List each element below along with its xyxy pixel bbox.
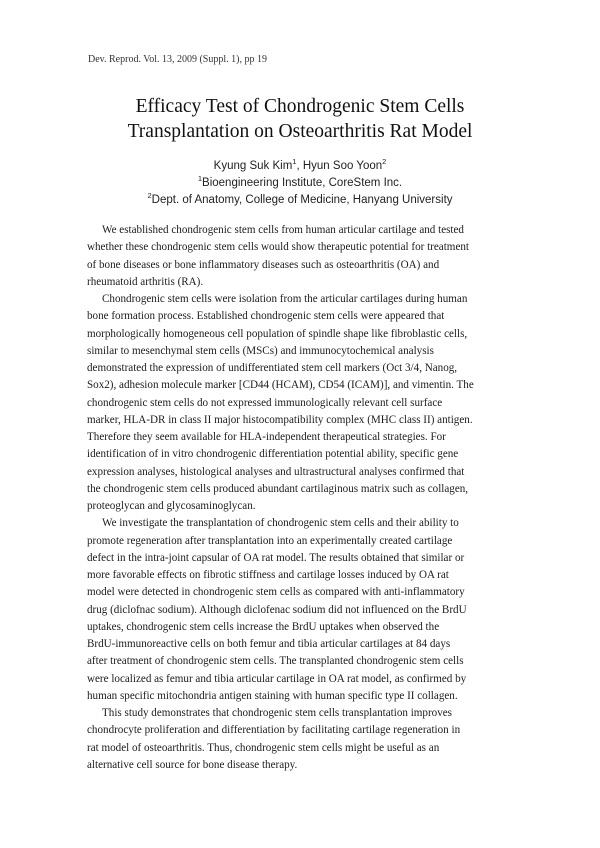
title-line-2: Transplantation on Osteoarthritis Rat Model [127,121,473,142]
abstract-paragraph-4: This study demonstrates that chondrogenic stem cells transplantation improves chondrocyte proliferation and differentiation by facilitating cartilage regeneration in rat model of osteoarthritis. Thus, chondrogenic stem cells might be useful as an alternative cell source for bone disease therapy. [87,707,461,771]
affiliation-2 [60,192,540,209]
affiliation-1 [60,175,540,192]
author-1-superscript: 1 [292,157,297,166]
paper-title [60,94,540,144]
author-2-superscript: 2 [382,157,387,166]
abstract-paragraph-2: Chondrogenic stem cells were isolation from the articular cartilages during human bone formation process. Established chondrogenic stem cells were appeared that morphologically homogeneous cell population of spindle shape like fibroblastic cells, similar to mesenchymal stem cells (MSCs) and immunocytochemical analysis demonstrated the expression of undifferentiated stem cell markers (Oct 3/4, Nanog, Sox2), adhesion molecule marker [CD44 (HCAM), CD54 (ICAM)], and vimentin. The chondrogenic stem cells do not expressed immunologically relevant cell surface marker, HLA-DR in class II major histocompatibility complex (MHC class II) antigen. Therefore they seem available for HLA-independent therapeutical strategies. For identification of in vitro chondrogenic differentiation potential ability, specific gene expression analyses, histological analyses and ultrastructural analyses confirmed that the chondrogenic stem cells produced abundant cartilaginous matrix such as collagen, proteoglycan and glycosaminoglycan. [87,293,474,512]
affiliation-2-text: Dept. of Anatomy, College of Medicine, Hanyang University [151,194,453,206]
author-names [60,158,540,175]
affiliation-2-superscript: 2 [147,191,152,200]
author-1: Kyung Suk Kim [213,160,293,172]
abstract-paragraph-1: We established chondrogenic stem cells from human articular cartilage and tested whether these chondrogenic stem cells would show therapeutic potential for treatment of bone diseases or bone inflammatory diseases such as osteoarthritis (OA) and rheumatoid arthritis (RA). [87,224,469,288]
affiliation-1-superscript: 1 [197,174,203,183]
author-2: Hyun Soo Yoon [302,160,383,172]
journal-citation: Dev. Reprod. Vol. 13, 2009 (Suppl. 1), pp 19 [88,54,267,65]
affiliation-1-text: Bioengineering Institute, CoreStem Inc. [202,177,403,189]
abstract-paragraph-3: We investigate the transplantation of chondrogenic stem cells and their ability to promote regeneration after transplantation into an experimentally created cartilage defect in the intra-joint capsular of OA rat model. The results obtained that similar or more favorable effects on fibrotic stiffness and cartilage losses induced by OA rat model were detected in chondrogenic stem cells as compared with anti-inflammatory drug (diclofnac sodium). Although diclofenac sodium did not influenced on the BrdU uptakes, chondrogenic stem cells increase the BrdU uptakes when observed the BrdU-immunoreactive cells on both femur and tibia articular cartilages at 84 days after treatment of chondrogenic stem cells. The transplanted chondrogenic stem cells were localized as femur and tibia articular cartilage in OA rat model, as confirmed by human specific mitochondria antigen staining with human specific type II collagen. [87,517,467,702]
author-block [60,158,540,209]
author-separator: , [296,160,303,172]
title-line-1: Efficacy Test of Chondrogenic Stem Cells [135,96,465,117]
abstract-body [87,222,514,774]
